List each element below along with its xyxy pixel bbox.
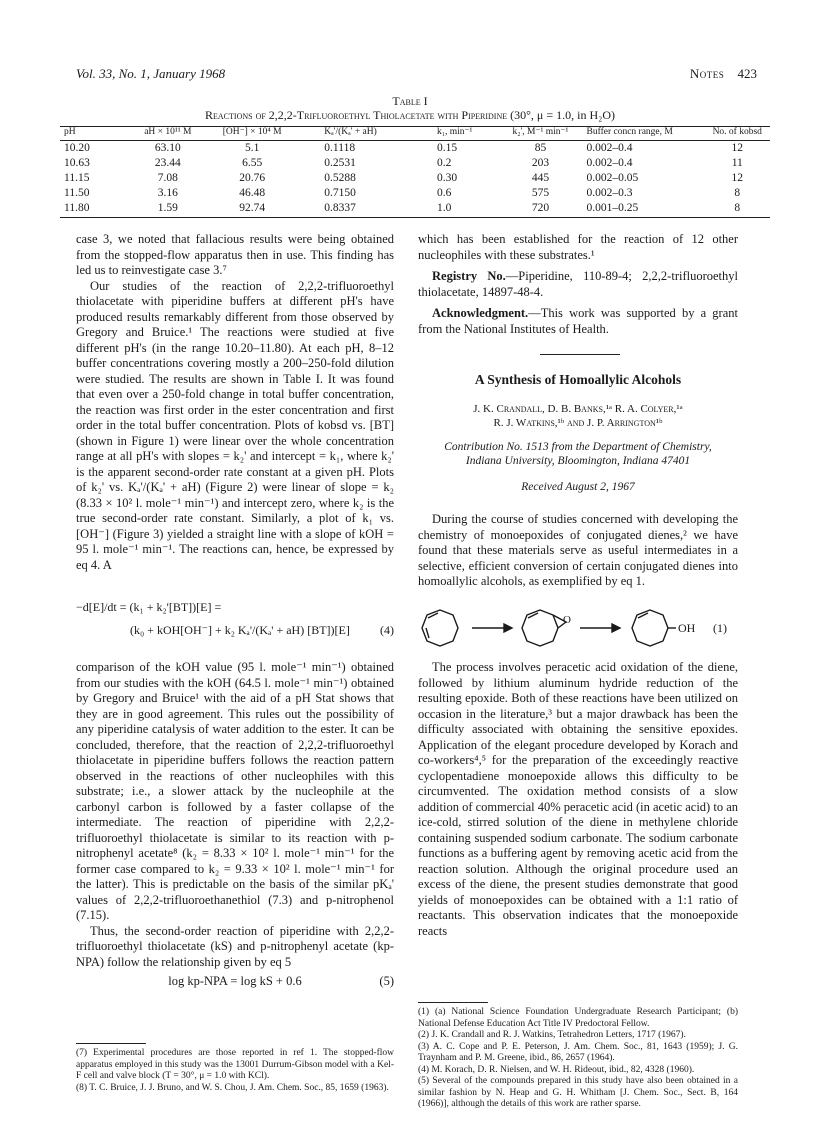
cell-ph: 11.50 <box>64 187 90 199</box>
table-row <box>60 201 770 218</box>
cell-oh: 92.74 <box>210 201 294 218</box>
reaction-scheme-drawing <box>418 606 738 652</box>
author-line: J. K. Crandall, D. B. Banks,¹ᵃ R. A. Colyer,¹ᵃ <box>473 402 683 415</box>
right-column-intro <box>418 512 738 590</box>
cell-k1: 0.6 <box>436 187 452 199</box>
table-header-row <box>60 127 770 141</box>
footnote-rule <box>76 1043 146 1044</box>
equation-5 <box>76 974 394 990</box>
left-column-bottom <box>76 660 394 990</box>
acknowledgment-text: —This work was supported by a grant from the National Institutes of Health. <box>418 306 738 336</box>
right-footnotes <box>418 1007 738 1111</box>
table-row <box>60 141 770 157</box>
cell-oh: 46.48 <box>239 187 266 199</box>
cell-oh: 6.55 <box>242 157 263 169</box>
double-bond <box>426 628 429 638</box>
col-header-ah: aH × 10¹¹ M <box>126 127 210 141</box>
section-divider <box>540 354 620 355</box>
equation-number: (1) <box>713 621 727 635</box>
cell-ph: 10.20 <box>64 142 90 154</box>
svg-text:O: O <box>563 614 571 626</box>
table-row <box>60 186 770 201</box>
alcohol-ring <box>632 610 668 646</box>
registry-paragraph <box>418 269 738 300</box>
cell-ratio: 0.5288 <box>324 172 356 184</box>
table-title: Table I <box>392 94 428 108</box>
cell-ratio: 0.2531 <box>324 157 356 169</box>
col-header-k2: k₂', M⁻¹ min⁻¹ <box>498 127 582 141</box>
paragraph: Thus, the second-order reaction of piperidine with 2,2,2-trifluoroethyl thiolacetate (kS) and p-nitrophenyl acetate (kp-NPA) follow the relationship given by eq 5 <box>76 923 394 969</box>
cell-k1: 0.15 <box>436 142 458 154</box>
equation-number: (4) <box>380 623 394 637</box>
footnote: (3) A. C. Cope and P. E. Peterson, J. Am. Chem. Soc., 81, 1643 (1959); J. G. Traynham and P. M. Greene, ibid., 86, 2657 (1964). <box>418 1041 738 1063</box>
acknowledgment-paragraph <box>418 306 738 337</box>
cell-k1: 0.30 <box>436 172 458 184</box>
cell-k1: 0.2 <box>436 157 452 169</box>
col-header-ph: pH <box>60 127 126 141</box>
cell-ah: 63.10 <box>154 142 181 154</box>
footnote: (1) (a) National Science Foundation Undergraduate Research Participant; (b) National Defense Education Act Title IV Predoctoral Fellow. <box>418 1007 738 1029</box>
cell-oh: 5.1 <box>244 142 260 154</box>
equation-line: −d[E]/dt = (k₁ + k₂'[BT])[E] = <box>76 600 222 614</box>
col-header-nobs: No. of kobsd <box>704 127 770 141</box>
cell-oh: 20.76 <box>239 172 266 184</box>
cell-nobs: 8 <box>734 187 741 199</box>
acknowledgment-label: Acknowledgment. <box>432 306 529 320</box>
footnote: (2) J. K. Crandall and R. J. Watkins, Tetrahedron Letters, 1717 (1967). <box>418 1030 686 1040</box>
table-caption-conditions: (30°, μ = 1.0, in H₂O) <box>510 108 615 122</box>
col-header-buffer: Buffer concn range, M <box>583 127 705 141</box>
cell-buffer: 0.002–0.05 <box>586 172 639 184</box>
cell-k2: 720 <box>498 201 582 218</box>
cell-k1: 1.0 <box>433 201 498 218</box>
cell-ratio: 0.8337 <box>294 201 433 218</box>
table-row <box>60 156 770 171</box>
running-header-right <box>690 66 757 82</box>
cell-k2: 445 <box>531 172 550 184</box>
paragraph: which has been established for the reaction of 12 other nucleophiles with these substrates.¹ <box>418 232 738 262</box>
cell-buffer: 0.001–0.25 <box>583 201 705 218</box>
footnote: (5) Several of the compounds prepared in this study have also been obtained in a similar fashion by N. Heap and G. H. Whitham [J. Chem. Soc., Sect. B, 164 (1966)], although the details of this work are rather sparse. <box>418 1076 738 1109</box>
cell-ph: 11.15 <box>64 172 90 184</box>
col-header-oh: [OH⁻] × 10⁴ M <box>210 127 294 141</box>
paragraph: Our studies of the reaction of 2,2,2-trifluoroethyl thiolacetate with piperidine buffers at different pH's have produced results remarkably different from those observed by Gregory and Bruice.¹ The reactions were studied at five different pH's (in the range 10.20–11.80). At each pH, 8–12 buffer concentrations covering mostly a 200–250-fold dilution were studied. The results are shown in Table I. It was found that even over a 250-fold change in total buffer concentration, the reaction was first order in the ester concentration and first order in the total buffer concentration. Plots of kobsd vs. [BT] (shown in Figure 1) were linear over the whole concentration range at all pH's with slopes = k₂' and intercept = k₁, where k₂' is the apparent second-order rate constant at a given pH. Plots of k₂' vs. Kₐ'/(Kₐ' + aH) (Figure 2) were linear of slope = k₂ (8.33 × 10² l. mole⁻¹ min⁻¹) and intercept zero, where k₂ is the true second-order rate constant. Similarly, a plot of k₁ vs. [OH⁻] (Figure 3) yielded a straight line with a slope of kOH = 95 l. mole⁻¹ min⁻¹. The reactions can, hence, be expressed by eq 4. A <box>76 278 394 572</box>
paragraph: During the course of studies concerned with developing the chemistry of monoepoxides of conjugated dienes,² we have found that these materials serve as useful intermediates in a selective, efficient conversion of certain conjugated dienes into homoallylic alcohols, as exemplified by eq 1. <box>418 512 738 588</box>
table-caption <box>60 108 760 123</box>
cell-buffer: 0.002–0.3 <box>586 187 633 199</box>
cell-ph: 11.80 <box>60 201 126 218</box>
equation-line: log kp-NPA = log kS + 0.6 <box>168 974 302 988</box>
article-title: A Synthesis of Homoallylic Alcohols <box>474 372 682 387</box>
epoxide-ring <box>522 610 558 646</box>
col-header-k1: k₁, min⁻¹ <box>433 127 498 141</box>
footnote-rule <box>418 1002 488 1003</box>
affiliation-line: Contribution No. 1513 from the Department of Chemistry, <box>444 440 712 453</box>
paragraph: comparison of the kOH value (95 l. mole⁻¹ min⁻¹) obtained from our studies with the kOH (64.5 l. mole⁻¹ min⁻¹) obtained by Gregory and Bruice¹ with the aid of a pH Stat shows that they are in good agreement. This rules out the possibility of any piperidine catalysis of water addition to the ester. It can be concluded, therefore, that the reaction of 2,2,2-trifluoroethyl thiolacetate in piperidine buffers follows the reaction pattern observed in the reactions of other nucleophiles with this substrate; i.e., a slower attack by the nucleophile at the carbonyl carbon is followed by a faster collapse of the intermediate. The reaction of piperidine with 2,2,2-trifluoroethyl thiolacetate is similar to its reaction with p-nitrophenyl acetate⁸ (k₂ = 8.33 × 10² l. mole⁻¹ min⁻¹ for the former case compared to k₂ = 9.33 × 10² l. mole⁻¹ min⁻¹ for the latter). This is predictable on the basis of the similar pKₐ' values of 2,2,2-trifluoroethanethiol (7.3) and p-nitrophenol (7.15). <box>76 660 394 922</box>
cell-k2: 575 <box>531 187 550 199</box>
scheme-oh-label: OH <box>678 621 696 635</box>
paragraph: The process involves peracetic acid oxidation of the diene, followed by lithium aluminum hydride reduction of the resulting epoxide. Both of these reactions have been utilized on occasion in the literature,³ but a major drawback has been the difficulty associated with obtaining the sensitive epoxides. Application of the elegant procedure developed by Korach and co-workers⁴,⁵ for the preparation of the exceedingly reactive cyclopentadiene monoepoxide allows this difficulty to be circumvented. The oxidation method consists of a slow addition of commercial 40% peracetic acid (in acetic acid) to an ice-cold, stirred solution of the diene in methylene chloride containing suspended sodium carbonate. The sodium carbonate functions as a buffering agent by removing acetic acid from the reaction solution. Although the original procedure used an excess of the diene, the present studies demonstrate that good yields of monoepoxides can be obtained with a 1:1 ratio of reactants. This observation indicates that the monoepoxide reacts <box>418 660 738 938</box>
cell-ratio: 0.1118 <box>324 142 356 154</box>
cell-ph: 10.63 <box>64 157 90 169</box>
section-name: Notes <box>689 66 725 81</box>
cell-nobs: 12 <box>731 142 743 154</box>
table-caption-main: Reactions of 2,2,2-Trifluoroethyl Thiolacetate with Piperidine <box>205 108 508 122</box>
running-header-left: Vol. 33, No. 1, January 1968 <box>76 66 226 81</box>
equation-number: (5) <box>379 974 394 988</box>
right-column-top <box>418 232 738 337</box>
footnote: (8) T. C. Bruice, J. J. Bruno, and W. S. Chou, J. Am. Chem. Soc., 85, 1659 (1963). <box>76 1082 389 1093</box>
cell-ah: 23.44 <box>154 157 181 169</box>
right-column-body <box>418 660 738 939</box>
cell-nobs: 11 <box>731 157 743 169</box>
cell-buffer: 0.002–0.4 <box>586 142 633 154</box>
col-header-ratio: Kₐ'/(Kₐ' + aH) <box>294 127 433 141</box>
cell-k2: 203 <box>531 157 550 169</box>
cell-k2: 85 <box>534 142 547 154</box>
reaction-scheme <box>418 606 738 652</box>
footnote: (7) Experimental procedures are those reported in ref 1. The stopped-flow apparatus employed in this study was the 13001 Durrum-Gibson model with a Kel-F cell and valve block (T = 30°, μ = 1.0 with KCl). <box>76 1048 394 1081</box>
data-table <box>60 126 770 218</box>
arrow-head <box>612 624 620 632</box>
cell-nobs: 12 <box>731 172 743 184</box>
cell-ah: 3.16 <box>157 187 178 199</box>
cell-ah: 7.08 <box>157 172 178 184</box>
cell-nobs: 8 <box>704 201 770 218</box>
registry-label: Registry No. <box>432 269 506 283</box>
left-footnotes <box>76 1048 394 1094</box>
author-line: R. J. Watkins,¹ᵇ and J. P. Arrington¹ᵇ <box>493 416 663 429</box>
equation-line: (k₀ + kOH[OH⁻] + k₂ Kₐ'/(Kₐ' + aH) [BT])[E] <box>130 623 350 637</box>
equation-4 <box>76 600 394 638</box>
paragraph: case 3, we noted that fallacious results were being obtained from the stopped-flow apparatus then in use. This finding has led us to reinvestigate case 3.⁷ <box>76 232 394 277</box>
registry-text: —Piperidine, 110-89-4; 2,2,2-trifluoroethyl thiolacetate, 14897-48-4. <box>418 269 738 299</box>
cell-ratio: 0.7150 <box>324 187 356 199</box>
footnote: (4) M. Korach, D. R. Nielsen, and W. H. Rideout, ibid., 82, 4328 (1960). <box>418 1064 695 1075</box>
arrow-head <box>504 624 512 632</box>
cell-ah: 1.59 <box>126 201 210 218</box>
table-row <box>60 171 770 186</box>
cycloheptadiene-ring <box>422 610 458 646</box>
affiliation-line: Indiana University, Bloomington, Indiana 47401 <box>465 454 691 467</box>
equation-line-2-wrap <box>76 623 394 638</box>
left-column-top <box>76 232 394 573</box>
page-number: 423 <box>737 66 757 81</box>
received-date: Received August 2, 1967 <box>521 480 635 493</box>
article-header <box>418 372 738 495</box>
cell-buffer: 0.002–0.4 <box>586 157 633 169</box>
